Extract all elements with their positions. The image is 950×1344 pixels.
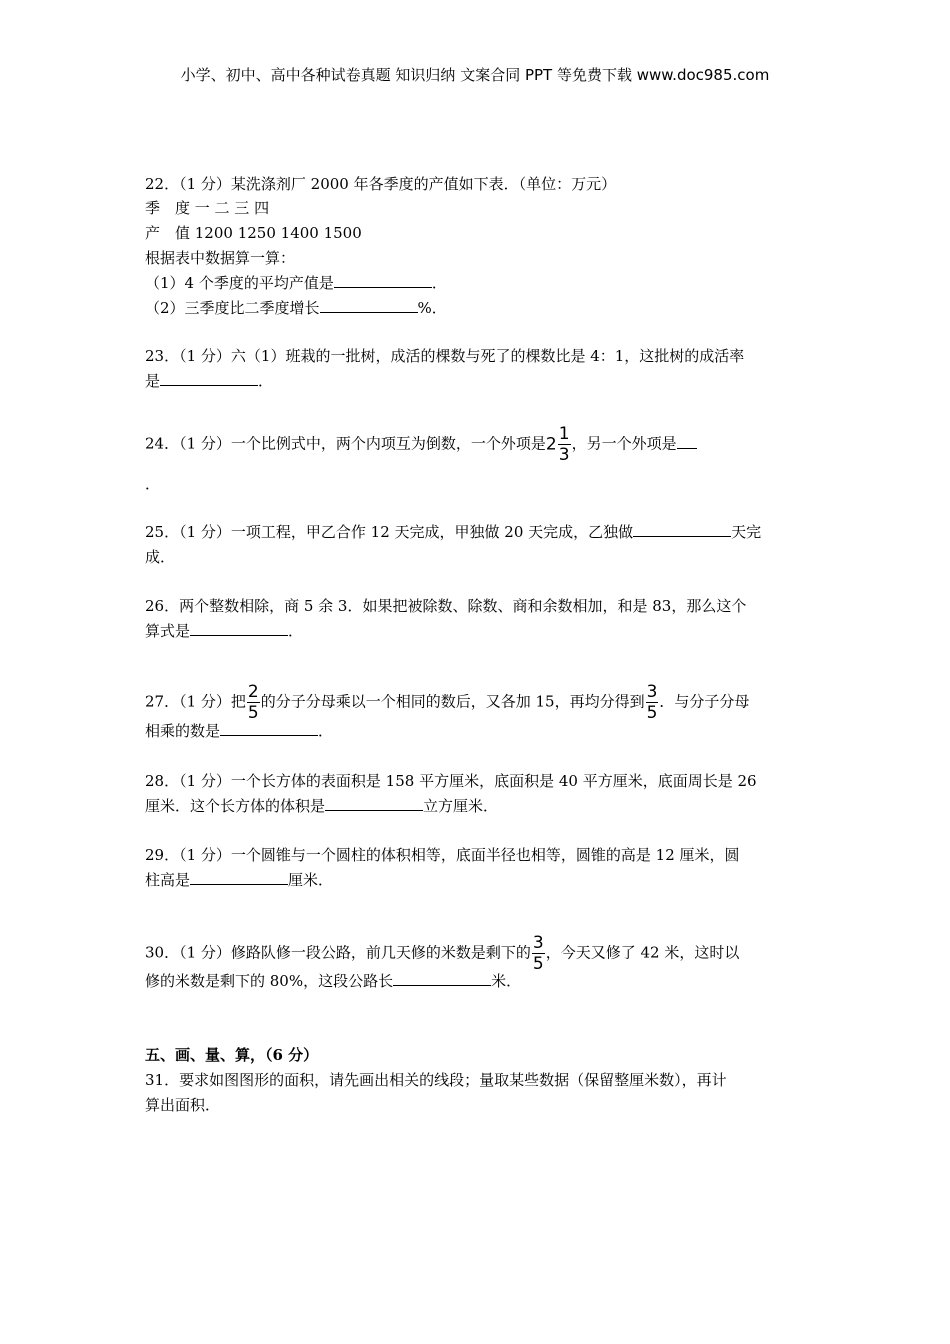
answer-blank[interactable] (190, 621, 288, 636)
answer-blank[interactable] (190, 870, 288, 885)
q27-fraction-1-numerator: 2 (247, 682, 259, 702)
q30-line1 (145, 933, 739, 974)
q25-text-a: 25．（1 分）一项工程，甲乙合作 12 天完成，甲独做 20 天完成，乙独做 (145, 523, 634, 541)
q22-table-row-season: 季 度 一 二 三 四 (145, 199, 270, 217)
q27-fraction-2-numerator: 3 (646, 682, 658, 702)
q31-line1: 31．要求如图图形的面积，请先画出相关的线段；量取某些数据（保留整厘米数），再计 (145, 1071, 727, 1089)
q29-line1: 29．（1 分）一个圆锥与一个圆柱的体积相等，底面半径也相等，圆锥的高是 12 厘米，圆 (145, 846, 740, 864)
q22-part2 (145, 298, 447, 318)
q27-fraction-2 (646, 682, 659, 723)
q29-line2-end: 厘米． (288, 871, 334, 889)
q22-part2-text: （2）三季度比二季度增长 (145, 299, 320, 317)
answer-blank[interactable] (320, 298, 418, 313)
q25-line1 (145, 522, 761, 542)
q27-line2 (145, 721, 333, 741)
q27-fraction-1-denominator: 5 (247, 703, 259, 723)
q22-part1-end: ． (431, 274, 447, 292)
answer-blank[interactable] (393, 971, 491, 986)
q27-text-c: ．与分子分母 (659, 692, 750, 711)
q22-part2-end: %． (417, 299, 447, 317)
answer-blank[interactable] (160, 371, 258, 386)
q24-fraction-denominator: 3 (558, 445, 570, 465)
q22-stem: 22．（1 分）某洗涤剂厂 2000 年各季度的产值如下表．（单位：万元） (145, 175, 617, 193)
q28-line2 (145, 796, 498, 816)
q23-line1: 23．（1 分）六（1）班栽的一批树，成活的棵数与死了的棵数比是 4：1，这批树的成活率 (145, 347, 745, 365)
q28-line2-end: 立方厘米． (423, 797, 499, 815)
q30-fraction-numerator: 3 (532, 933, 544, 953)
q27-fraction-2-denominator: 5 (646, 703, 658, 723)
q30-line2 (145, 971, 521, 991)
q27-text-b: 的分子分母乘以一个相同的数后，又各加 15，再均分得到 (260, 692, 645, 711)
q24-line1 (145, 424, 697, 465)
q26-line2-text: 算式是 (145, 622, 191, 640)
q23-line2 (145, 371, 273, 391)
q27-text-a: 27．（1 分）把 (145, 692, 246, 711)
section-heading: 五、画、量、算，（6 分） (145, 1046, 319, 1064)
q29-line2 (145, 870, 333, 890)
q29-line2-text: 柱高是 (145, 871, 191, 889)
q24-text-b: ，另一个外项是 (571, 434, 677, 453)
q22-intro: 根据表中数据算一算： (145, 249, 296, 267)
page-header: 小学、初中、高中各种试卷真题 知识归纳 文案合同 PPT 等免费下载 www.doc985.com (180, 66, 770, 84)
q24-line2: ． (145, 475, 161, 493)
answer-blank[interactable] (677, 434, 697, 449)
q24-text-a: 24．（1 分）一个比例式中，两个内项互为倒数，一个外项是 (145, 434, 546, 453)
q22-part1 (145, 273, 447, 293)
q30-line2-end: 米． (491, 972, 522, 990)
q30-fraction (532, 933, 545, 974)
q25-line2: 成． (145, 548, 176, 566)
q30-fraction-denominator: 5 (532, 954, 544, 974)
answer-blank[interactable] (633, 522, 731, 537)
q27-line1 (145, 682, 749, 723)
q27-line2-end: ． (318, 722, 334, 740)
q24-mixed-whole: 2 (545, 434, 557, 455)
q26-line2-end: ． (288, 622, 304, 640)
q22-part1-text: （1）4 个季度的平均产值是 (145, 274, 334, 292)
q31-line2: 算出面积． (145, 1096, 221, 1114)
q27-fraction-1 (247, 682, 260, 723)
q28-line1: 28．（1 分）一个长方体的表面积是 158 平方厘米，底面积是 40 平方厘米，底面周长是 26 (145, 772, 757, 790)
q30-text-a: 30．（1 分）修路队修一段公路，前几天修的米数是剩下的 (145, 943, 531, 962)
q25-text-b: 天完 (731, 523, 762, 541)
q24-fraction (558, 424, 571, 465)
q30-text-b: ，今天又修了 42 米，这时以 (545, 943, 740, 962)
q27-line2-text: 相乘的数是 (145, 722, 221, 740)
q24-fraction-numerator: 1 (558, 424, 570, 444)
q23-line2-end: ． (258, 372, 274, 390)
q22-table-row-value: 产 值 1200 1250 1400 1500 (145, 224, 362, 242)
q28-line2-text: 厘米．这个长方体的体积是 (145, 797, 326, 815)
q23-line2-text: 是 (145, 372, 161, 390)
q30-line2-text: 修的米数是剩下的 80%，这段公路长 (145, 972, 394, 990)
q26-line1: 26．两个整数相除，商 5 余 3．如果把被除数、除数、商和余数相加，和是 83，那么这个 (145, 597, 747, 615)
q26-line2 (145, 621, 303, 641)
answer-blank[interactable] (325, 796, 423, 811)
answer-blank[interactable] (334, 273, 432, 288)
answer-blank[interactable] (220, 721, 318, 736)
